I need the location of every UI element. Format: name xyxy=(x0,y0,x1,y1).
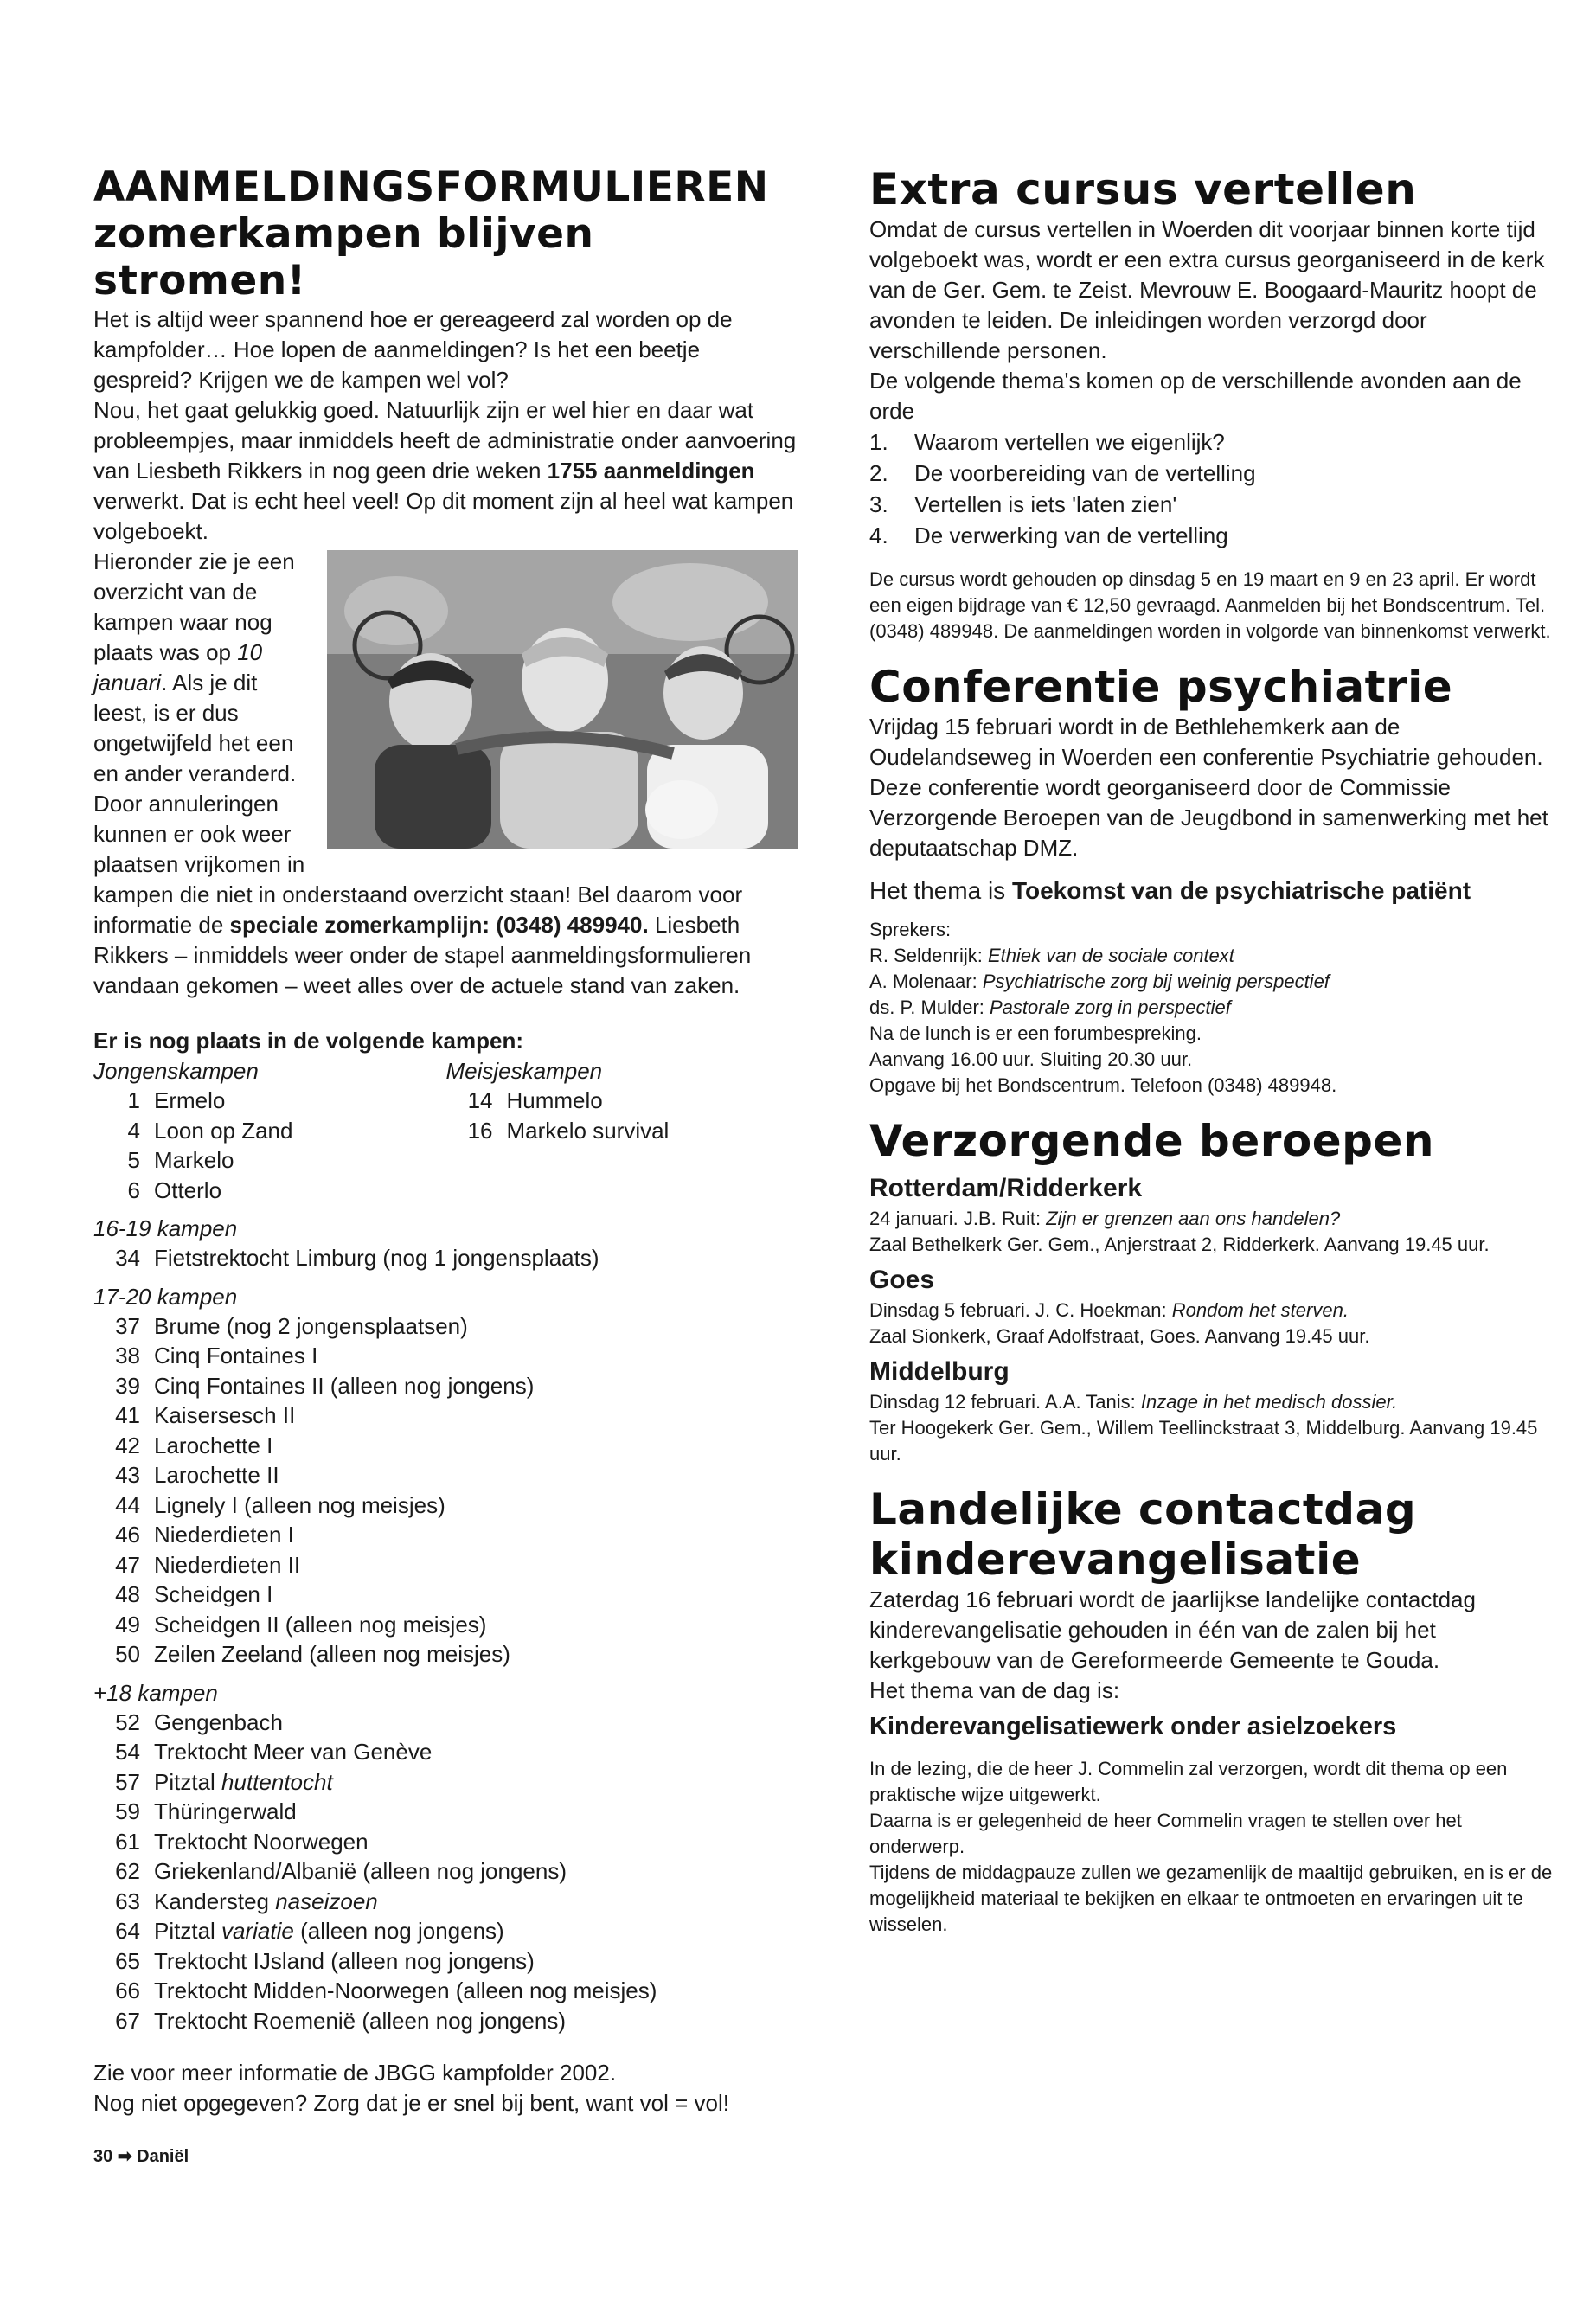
boys-camps xyxy=(93,1056,446,1205)
contactdag-lunch: Tijdens de middagpauze zullen we gezamenlijk de maaltijd gebruiken, en is er de mogelijkheid materiaal te bekijken en elkaar te ontmoeten en ervaringen uit te wisselen. xyxy=(869,1862,1553,1935)
camp-17-20-item xyxy=(93,1371,798,1401)
camp-number: 39 xyxy=(115,1372,140,1399)
location-goes: Goes xyxy=(869,1266,935,1294)
camp-name: Zeilen Zeeland (alleen nog meisjes) xyxy=(154,1641,510,1667)
location-middelburg: Middelburg xyxy=(869,1357,1010,1386)
camp-number: 64 xyxy=(115,1918,140,1944)
camp-number: 48 xyxy=(115,1581,140,1607)
camp-18plus-item xyxy=(93,1737,798,1767)
camp-name: Trektocht Meer van Genève xyxy=(154,1739,433,1765)
camp-name: Trektocht IJsland (alleen nog jongens) xyxy=(154,1947,535,1974)
contactdag-theme-intro: Het thema van de dag is: xyxy=(869,1677,1120,1703)
camp-18plus-item xyxy=(93,1797,798,1827)
camp-number: 42 xyxy=(115,1432,140,1458)
section-title-contactdag: Landelijke contactdag kinderevangelisatie xyxy=(869,1484,1417,1585)
camp-18plus-item xyxy=(93,1976,798,2006)
camp-17-20-item xyxy=(93,1341,798,1371)
camp-number: 67 xyxy=(115,2007,140,2034)
camp-number: 63 xyxy=(115,1888,140,1914)
boys-camps-label: Jongenskampen xyxy=(93,1058,259,1084)
camp-18plus-item xyxy=(93,1827,798,1857)
camp-number: 43 xyxy=(115,1462,140,1488)
camp-number: 54 xyxy=(115,1739,140,1765)
campers-photo xyxy=(327,550,798,849)
closing-info: Zie voor meer informatie de JBGG kampfolder 2002. xyxy=(93,2060,617,2086)
boys-camp-item xyxy=(93,1116,446,1146)
registration-note: Opgave bij het Bondscentrum. Telefoon (0348) 489948. xyxy=(869,1074,1337,1096)
time-note: Aanvang 16.00 uur. Sluiting 20.30 uur. xyxy=(869,1048,1193,1070)
camp-name: Pitztal huttentocht xyxy=(154,1768,333,1795)
camp-18plus-item xyxy=(93,1887,798,1917)
camp-name: Cinq Fontaines II (alleen nog jongens) xyxy=(154,1372,535,1399)
camp-number: 14 xyxy=(467,1087,493,1113)
camp-number: 65 xyxy=(115,1947,140,1974)
camp-list-heading: Er is nog plaats in de volgende kampen: xyxy=(93,1028,523,1054)
camp-number: 41 xyxy=(115,1402,140,1428)
vertellen-theme-item: 1. Waarom vertellen we eigenlijk? xyxy=(869,429,1225,455)
contactdag-questions: Daarna is er gelegenheid de heer Commelin vragen te stellen over het onderwerp. xyxy=(869,1810,1462,1857)
camp-number: 37 xyxy=(115,1312,140,1339)
girls-camp-item xyxy=(446,1086,799,1116)
boys-camp-item xyxy=(93,1176,446,1206)
camp-name: Kaisersesch II xyxy=(154,1402,296,1428)
photo-illustration xyxy=(327,550,798,849)
title-line-1: AANMELDINGSFORMULIEREN xyxy=(93,163,769,211)
vertellen-intro: Omdat de cursus vertellen in Woerden dit voorjaar binnen korte tijd volgeboekt was, wordt er een extra cursus georganiseerd in de kerk van de Ger. Gem. te Zeist. Mevrouw E. Boogaard-Mauritz hoopt de avonden te leiden. De inleidingen worden verzorgd door verschillende personen. xyxy=(869,216,1545,363)
speaker-3: ds. P. Mulder: Pastorale zorg in perspectief xyxy=(869,997,1231,1018)
camp-17-20-item xyxy=(93,1460,798,1490)
camp-name: Niederdieten I xyxy=(154,1522,294,1548)
camp-16-19-item xyxy=(93,1243,798,1273)
camp-number: 49 xyxy=(115,1611,140,1638)
camp-18plus-item xyxy=(93,2006,798,2036)
section-title-vertellen: Extra cursus vertellen xyxy=(869,164,1417,215)
closing-call: Nog niet opgegeven? Zorg dat je er snel bij bent, want vol = vol! xyxy=(93,2090,729,2116)
arrow-icon: ➡ xyxy=(117,2147,132,2166)
vertellen-details: De cursus wordt gehouden op dinsdag 5 en 19 maart en 9 en 23 april. Er wordt een eigen bijdrage van € 12,50 gevraagd. Aanmelden bij het Bondscentrum. Tel. (0348) 489948. De aanmeldingen worden in volgorde van binnenkomst verwerkt. xyxy=(869,568,1551,642)
camp-name: Thüringerwald xyxy=(154,1798,297,1824)
camp-number: 38 xyxy=(115,1343,140,1368)
middelburg-details: Dinsdag 12 februari. A.A. Tanis: Inzage in het medisch dossier. Ter Hoogekerk Ger. Gem., Willem Teellinckstraat 3, Middelburg. Aanvang 19.45 uur. xyxy=(869,1391,1538,1465)
girls-camps xyxy=(446,1056,799,1205)
camp-number: 52 xyxy=(115,1708,140,1735)
contactdag-intro: Zaterdag 16 februari wordt de jaarlijkse landelijke contactdag kinderevangelisatie gehouden in één van de zalen bij het kerkgebouw van de Gereformeerde Gemeente te Gouda. xyxy=(869,1586,1476,1673)
psychiatrie-theme: Het thema is Toekomst van de psychiatrische patiënt xyxy=(869,877,1471,904)
camp-number: 5 xyxy=(127,1147,140,1173)
boys-girls-camps xyxy=(93,1056,798,1205)
camp-number: 61 xyxy=(115,1828,140,1855)
camp-number: 44 xyxy=(115,1491,140,1518)
boys-camp-item xyxy=(93,1145,446,1176)
boys-camp-item xyxy=(93,1086,446,1116)
camp-18plus-item xyxy=(93,1767,798,1798)
psychiatrie-speakers xyxy=(869,917,1553,1099)
camp-name: Pitztal variatie (alleen nog jongens) xyxy=(154,1918,504,1944)
camp-name: Loon op Zand xyxy=(154,1117,293,1144)
status-paragraph: Nou, het gaat gelukkig goed. Natuurlijk zijn er wel hier en daar wat probleempjes, maar inmiddels heeft de administratie onder aanvoering van Liesbeth Rikkers in nog geen drie weken 1755 aanmeldingen verwerkt. Dat is echt heel veel! Op dit moment zijn al heel wat kampen volgeboekt. xyxy=(93,397,797,544)
camp-name: Scheidgen II (alleen nog meisjes) xyxy=(154,1611,487,1638)
vertellen-theme-item: 3. Vertellen is iets 'laten zien' xyxy=(869,491,1177,517)
magazine-name: Daniël xyxy=(137,2147,189,2166)
camp-name: Otterlo xyxy=(154,1176,222,1203)
camp-name: Scheidgen I xyxy=(154,1581,273,1607)
camp-number: 46 xyxy=(115,1522,140,1548)
location-rotterdam: Rotterdam/Ridderkerk xyxy=(869,1174,1143,1202)
camp-number: 50 xyxy=(115,1641,140,1667)
goes-details: Dinsdag 5 februari. J. C. Hoekman: Rondom het sterven. Zaal Sionkerk, Graaf Adolfstraat, Goes. Aanvang 19.45 uur. xyxy=(869,1299,1370,1347)
camp-name: Ermelo xyxy=(154,1087,226,1113)
camp-number: 59 xyxy=(115,1798,140,1824)
girls-camp-item xyxy=(446,1116,799,1146)
camp-number: 4 xyxy=(127,1117,140,1144)
page-footer xyxy=(93,2145,189,2167)
camps-18plus-label: +18 kampen xyxy=(93,1679,218,1706)
camp-number: 66 xyxy=(115,1977,140,2003)
overview-paragraph: Hieronder zie je een overzicht van de kampen waar nog plaats was op 10 januari. Als je dit leest, is er dus ongetwijfeld het een en ander veranderd. xyxy=(93,548,297,786)
speaker-2: A. Molenaar: Psychiatrische zorg bij weinig perspectief xyxy=(869,971,1330,992)
title-line-2: zomerkampen blijven stromen! xyxy=(93,210,594,304)
vertellen-themes-intro: De volgende thema's komen op de verschillende avonden aan de orde xyxy=(869,368,1522,424)
camp-17-20-item xyxy=(93,1580,798,1610)
camp-name: Trektocht Roemenië (alleen nog jongens) xyxy=(154,2007,566,2034)
camp-18plus-item xyxy=(93,1856,798,1887)
right-column xyxy=(869,164,1553,1938)
camp-name: Markelo survival xyxy=(506,1117,670,1144)
psychiatrie-intro: Vrijdag 15 februari wordt in de Bethlehemkerk aan de Oudelandseweg in Woerden een conferentie Psychiatrie gehouden. Deze conferentie wordt georganiseerd door de Commissie Verzorgende Beroepen van de Jeugdbond in samenwerking met het deputaatschap DMZ. xyxy=(869,714,1548,861)
camp-name: Fietstrektocht Limburg (nog 1 jongensplaats) xyxy=(154,1245,599,1271)
forum-note: Na de lunch is er een forumbespreking. xyxy=(869,1022,1202,1044)
article-title xyxy=(93,164,798,304)
camp-17-20-item xyxy=(93,1400,798,1431)
camp-name: Cinq Fontaines I xyxy=(154,1343,318,1368)
camp-17-20-item xyxy=(93,1431,798,1461)
camp-17-20-item xyxy=(93,1520,798,1550)
girls-camps-label: Meisjeskampen xyxy=(445,1058,603,1084)
camp-17-20-item xyxy=(93,1610,798,1640)
camp-number: 47 xyxy=(115,1551,140,1578)
intro-paragraph: Het is altijd weer spannend hoe er gereageerd zal worden op de kampfolder… Hoe lopen de aanmeldingen? Is het een beetje gespreid? Krijgen we de kampen wel vol? xyxy=(93,306,733,393)
speaker-1: R. Seldenrijk: Ethiek van de sociale context xyxy=(869,945,1234,966)
vertellen-theme-item: 2. De voorbereiding van de vertelling xyxy=(869,460,1256,486)
camp-number: 57 xyxy=(115,1768,140,1795)
camp-18plus-item xyxy=(93,1916,798,1946)
section-title-beroepen: Verzorgende beroepen xyxy=(869,1116,1434,1166)
camp-number: 1 xyxy=(127,1087,140,1113)
camp-name: Niederdieten II xyxy=(154,1551,301,1578)
camp-18plus-item xyxy=(93,1708,798,1738)
vertellen-theme-item: 4. De verwerking van de vertelling xyxy=(869,522,1228,548)
camp-name: Griekenland/Albanië (alleen nog jongens) xyxy=(154,1858,567,1884)
contactdag-lecture: In de lezing, die de heer J. Commelin zal verzorgen, wordt dit thema op een praktische wijze uitgewerkt. xyxy=(869,1758,1508,1805)
camps-16-19-label: 16-19 kampen xyxy=(93,1215,238,1241)
camp-name: Larochette I xyxy=(154,1432,273,1458)
speakers-label: Sprekers: xyxy=(869,919,952,940)
camp-18plus-item xyxy=(93,1946,798,1977)
camp-name: Hummelo xyxy=(506,1087,603,1113)
camp-name: Trektocht Midden-Noorwegen (alleen nog meisjes) xyxy=(154,1977,657,2003)
section-title-psychiatrie: Conferentie psychiatrie xyxy=(869,662,1453,712)
camp-17-20-item xyxy=(93,1550,798,1580)
camp-name: Trektocht Noorwegen xyxy=(154,1828,369,1855)
camp-name: Lignely I (alleen nog meisjes) xyxy=(154,1491,445,1518)
camp-name: Kandersteg naseizoen xyxy=(154,1888,378,1914)
page-number: 30 xyxy=(93,2147,113,2166)
camp-17-20-item xyxy=(93,1490,798,1521)
camp-17-20-item xyxy=(93,1639,798,1670)
camp-number: 34 xyxy=(115,1245,140,1271)
camp-name: Markelo xyxy=(154,1147,234,1173)
camps-17-20-label: 17-20 kampen xyxy=(93,1283,238,1310)
rotterdam-details: 24 januari. J.B. Ruit: Zijn er grenzen aan ons handelen? Zaal Bethelkerk Ger. Gem., Anjerstraat 2, Ridderkerk. Aanvang 19.45 uur. xyxy=(869,1208,1490,1255)
camp-name: Brume (nog 2 jongensplaatsen) xyxy=(154,1312,468,1339)
camp-number: 16 xyxy=(467,1117,493,1144)
camp-17-20-item xyxy=(93,1311,798,1342)
vertellen-themes-list xyxy=(869,426,1553,551)
camp-name: Larochette II xyxy=(154,1462,279,1488)
camp-hotline: speciale zomerkamplijn: (0348) 489940. xyxy=(229,912,649,938)
camp-number: 62 xyxy=(115,1858,140,1884)
left-column xyxy=(93,164,798,2118)
cancellation-paragraph: Door annuleringen kunnen er ook weer plaatsen vrijkomen in kampen die niet in onderstaand overzicht staan! Bel daarom voor informatie de speciale zomerkamplijn: (0348) 489940. Liesbeth Rikkers – inmiddels weer onder de stapel aanmeldingsformulieren vandaan gekomen – weet alles over de actuele stand van zaken. xyxy=(93,791,752,998)
camp-name: Gengenbach xyxy=(154,1708,283,1735)
camp-number: 6 xyxy=(127,1176,140,1203)
contactdag-theme: Kinderevangelisatiewerk onder asielzoekers xyxy=(869,1713,1397,1740)
